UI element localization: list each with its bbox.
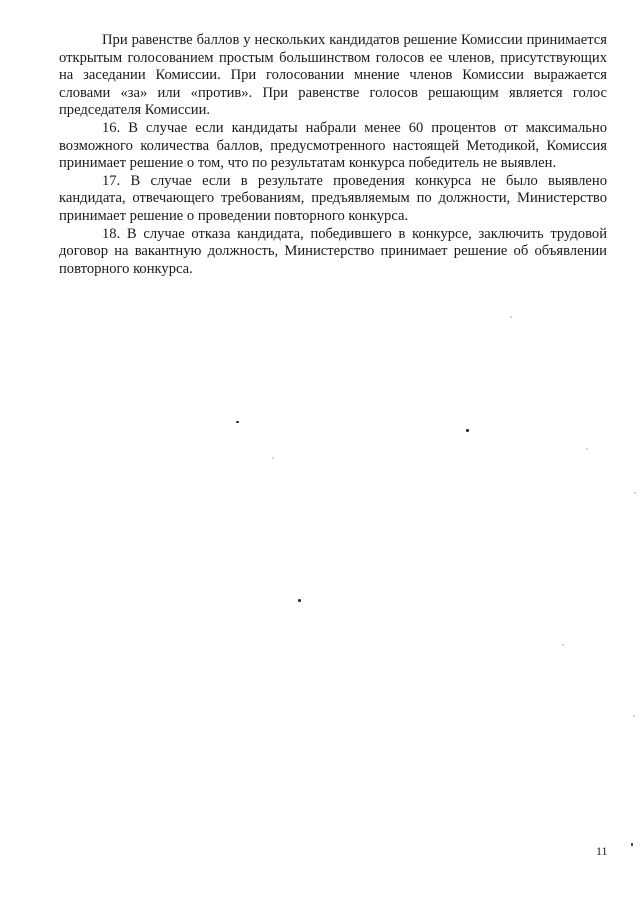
page-number: 11 [596,844,608,858]
scan-speck [631,843,633,846]
paragraph-16: 16. В случае если кандидаты набрали менее 60 процентов от максимально возможного количества баллов, предусмотренного настоящей Методикой, Комиссия принимает решение о том, что по результатам конкурса победитель не выявлен. [59,119,607,172]
scan-speck [562,644,564,646]
scan-speck [272,457,274,459]
scan-speck [236,421,239,423]
paragraph-tie-vote: При равенстве баллов у нескольких кандидатов решение Комиссии принимается открытым голосованием простым большинством голосов ее членов, присутствующих на заседании Комиссии. При голосовании мнение членов Комиссии выражается словами «за» или «против». При равенстве голосов решающим является голос председателя Комиссии. [59,32,607,119]
scan-speck [298,599,301,602]
paragraph-17: 17. В случае если в результате проведения конкурса не было выявлено кандидата, отвечающего требованиям, предъявляемым по должности, Министерство принимает решение о проведении повторного конкурса. [59,172,607,224]
scan-speck [586,448,588,450]
scan-speck [633,715,635,717]
paragraph-18: 18. В случае отказа кандидата, победившего в конкурсе, заключить трудовой договор на вакантную должность, Министерство принимает решение об объявлении повторного конкурса. [59,225,607,277]
document-body [59,32,607,278]
scan-speck [510,316,512,318]
scan-speck [466,429,469,432]
scan-speck [634,492,636,494]
